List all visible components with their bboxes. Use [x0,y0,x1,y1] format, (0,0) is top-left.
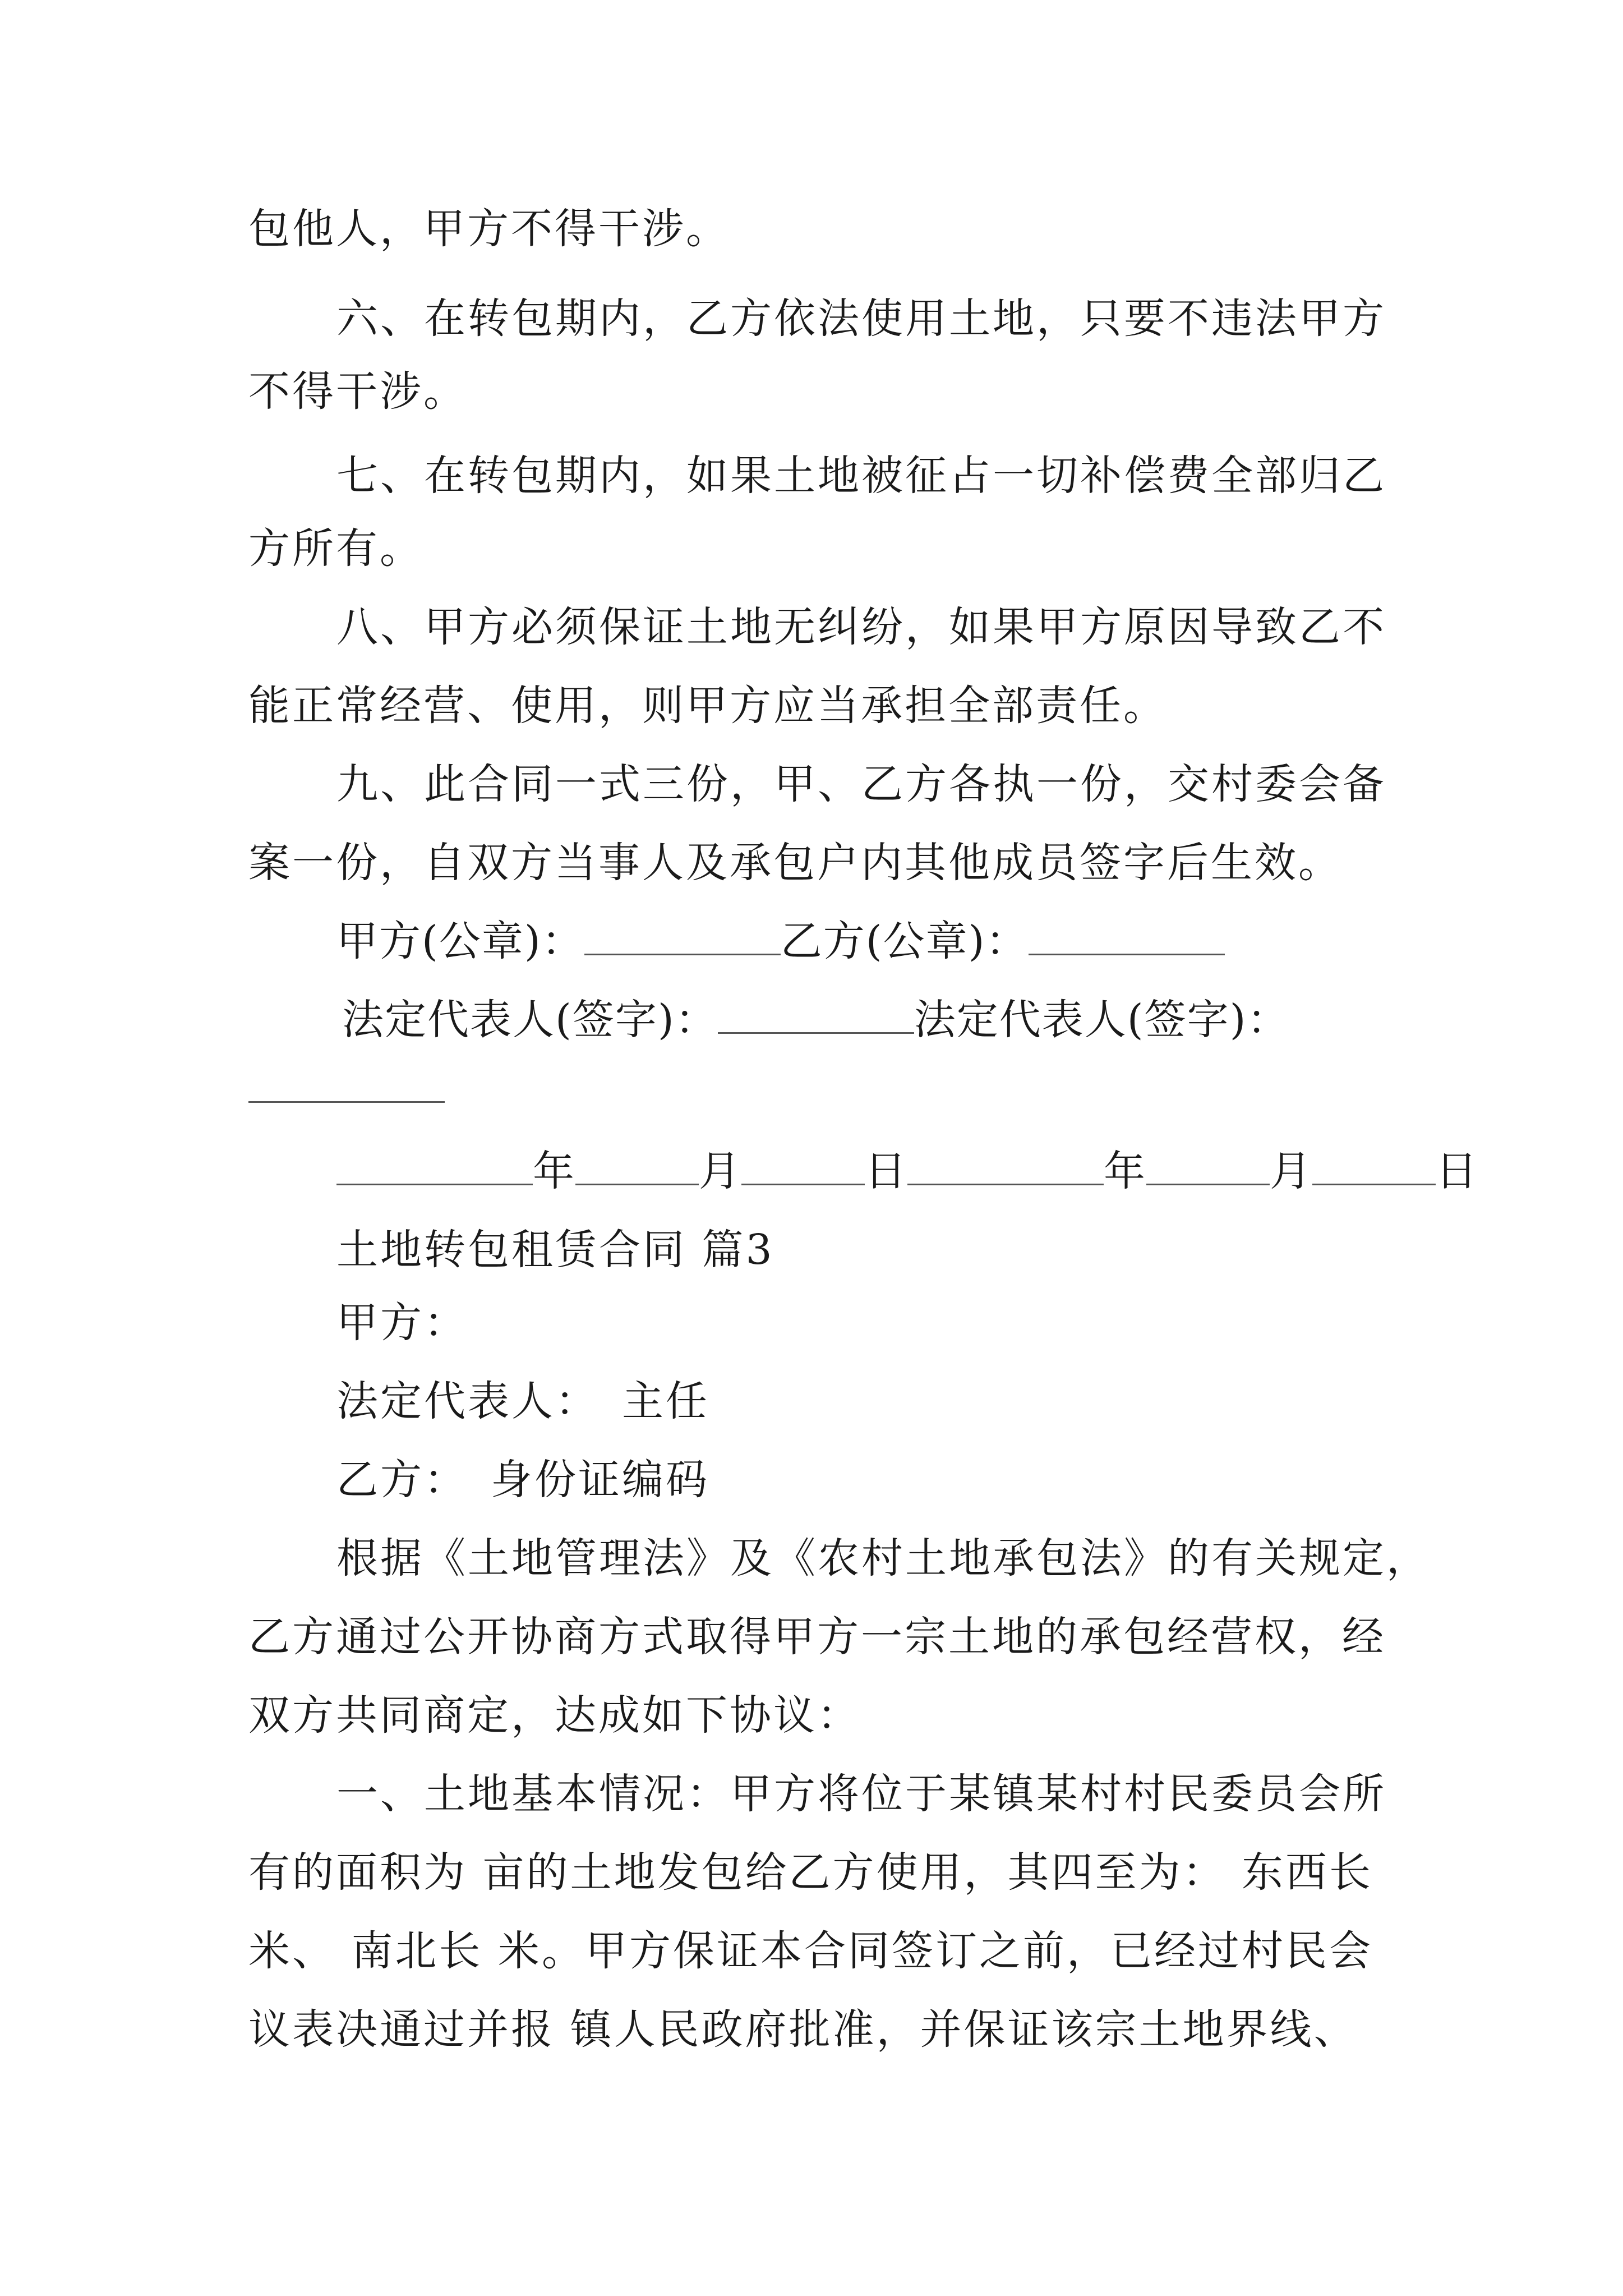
intro-line-2: 乙方通过公开协商方式取得甲方一宗土地的承包经营权，经 [248,1613,1386,1661]
rep-a-label: 法定代表人(签字)： [342,996,718,1044]
clause-8-line-1: 八、甲方必须保证土地无纠纷，如果甲方原因导致乙不 [336,603,1386,651]
clause-9-line-1: 九、此合同一式三份，甲、乙方各执一份，交村委会备 [336,760,1386,808]
clause-6-line-1: 六、在转包期内，乙方依法使用土地，只要不违法甲方 [336,295,1386,343]
party-b-line: 乙方： 身份证编码 [336,1456,709,1504]
clause-1-line-2: 有的面积为 亩的土地发包给乙方使用，其四至为： 东西长 [248,1848,1373,1897]
month-a-blank [575,1144,699,1185]
seal-line [336,913,1481,969]
year-b-label: 年 [1104,1147,1146,1195]
party-b-seal-label: 乙方(公章)： [780,917,1029,965]
representative-line [342,992,1486,1048]
month-b-label: 月 [1270,1147,1312,1195]
section-title: 土地转包租赁合同 篇3 [336,1226,774,1274]
clause-9-line-2: 案一份，自双方当事人及承包户内其他成员签字后生效。 [248,839,1342,887]
party-a-seal-blank [584,914,781,955]
date-line [336,1143,1481,1199]
clause-1-line-4: 议表决通过并报 镇人民政府批准，并保证该宗土地界线、 [248,2005,1358,2054]
day-b-label: 日 [1436,1147,1478,1195]
clause-7-line-1: 七、在转包期内，如果土地被征占一切补偿费全部归乙 [336,452,1386,500]
clause-8-line-2: 能正常经营、使用，则甲方应当承担全部责任。 [248,682,1167,730]
party-a-seal-label: 甲方(公章)： [336,917,584,965]
rep-b-blank [248,1101,445,1103]
day-b-blank [1312,1144,1436,1185]
day-a-blank [741,1144,865,1185]
day-a-label: 日 [865,1147,907,1195]
intro-line-3: 双方共同商定，达成如下协议： [248,1691,861,1740]
year-a-label: 年 [533,1147,575,1195]
clause-1-line-1: 一、土地基本情况：甲方将位于某镇某村村民委员会所 [336,1770,1386,1818]
party-a-line: 甲方： [336,1299,468,1347]
year-a-blank [336,1144,533,1185]
legal-rep-line: 法定代表人： 主任 [336,1377,709,1425]
clause-7-line-2: 方所有。 [248,524,423,573]
rep-a-blank [718,993,914,1034]
clause-6-line-2: 不得干涉。 [248,367,467,416]
clause-1-line-3: 米、 南北长 米。甲方保证本合同签订之前，已经过村民会 [248,1927,1373,1975]
party-b-seal-blank [1029,914,1225,955]
rep-b-label: 法定代表人(签字)： [914,996,1290,1044]
paragraph-line: 包他人，甲方不得干涉。 [248,205,730,253]
intro-line-1: 根据《土地管理法》及《农村土地承包法》的有关规定， [336,1534,1430,1582]
month-b-blank [1146,1144,1270,1185]
year-b-blank [907,1144,1104,1185]
month-a-label: 月 [699,1147,741,1195]
